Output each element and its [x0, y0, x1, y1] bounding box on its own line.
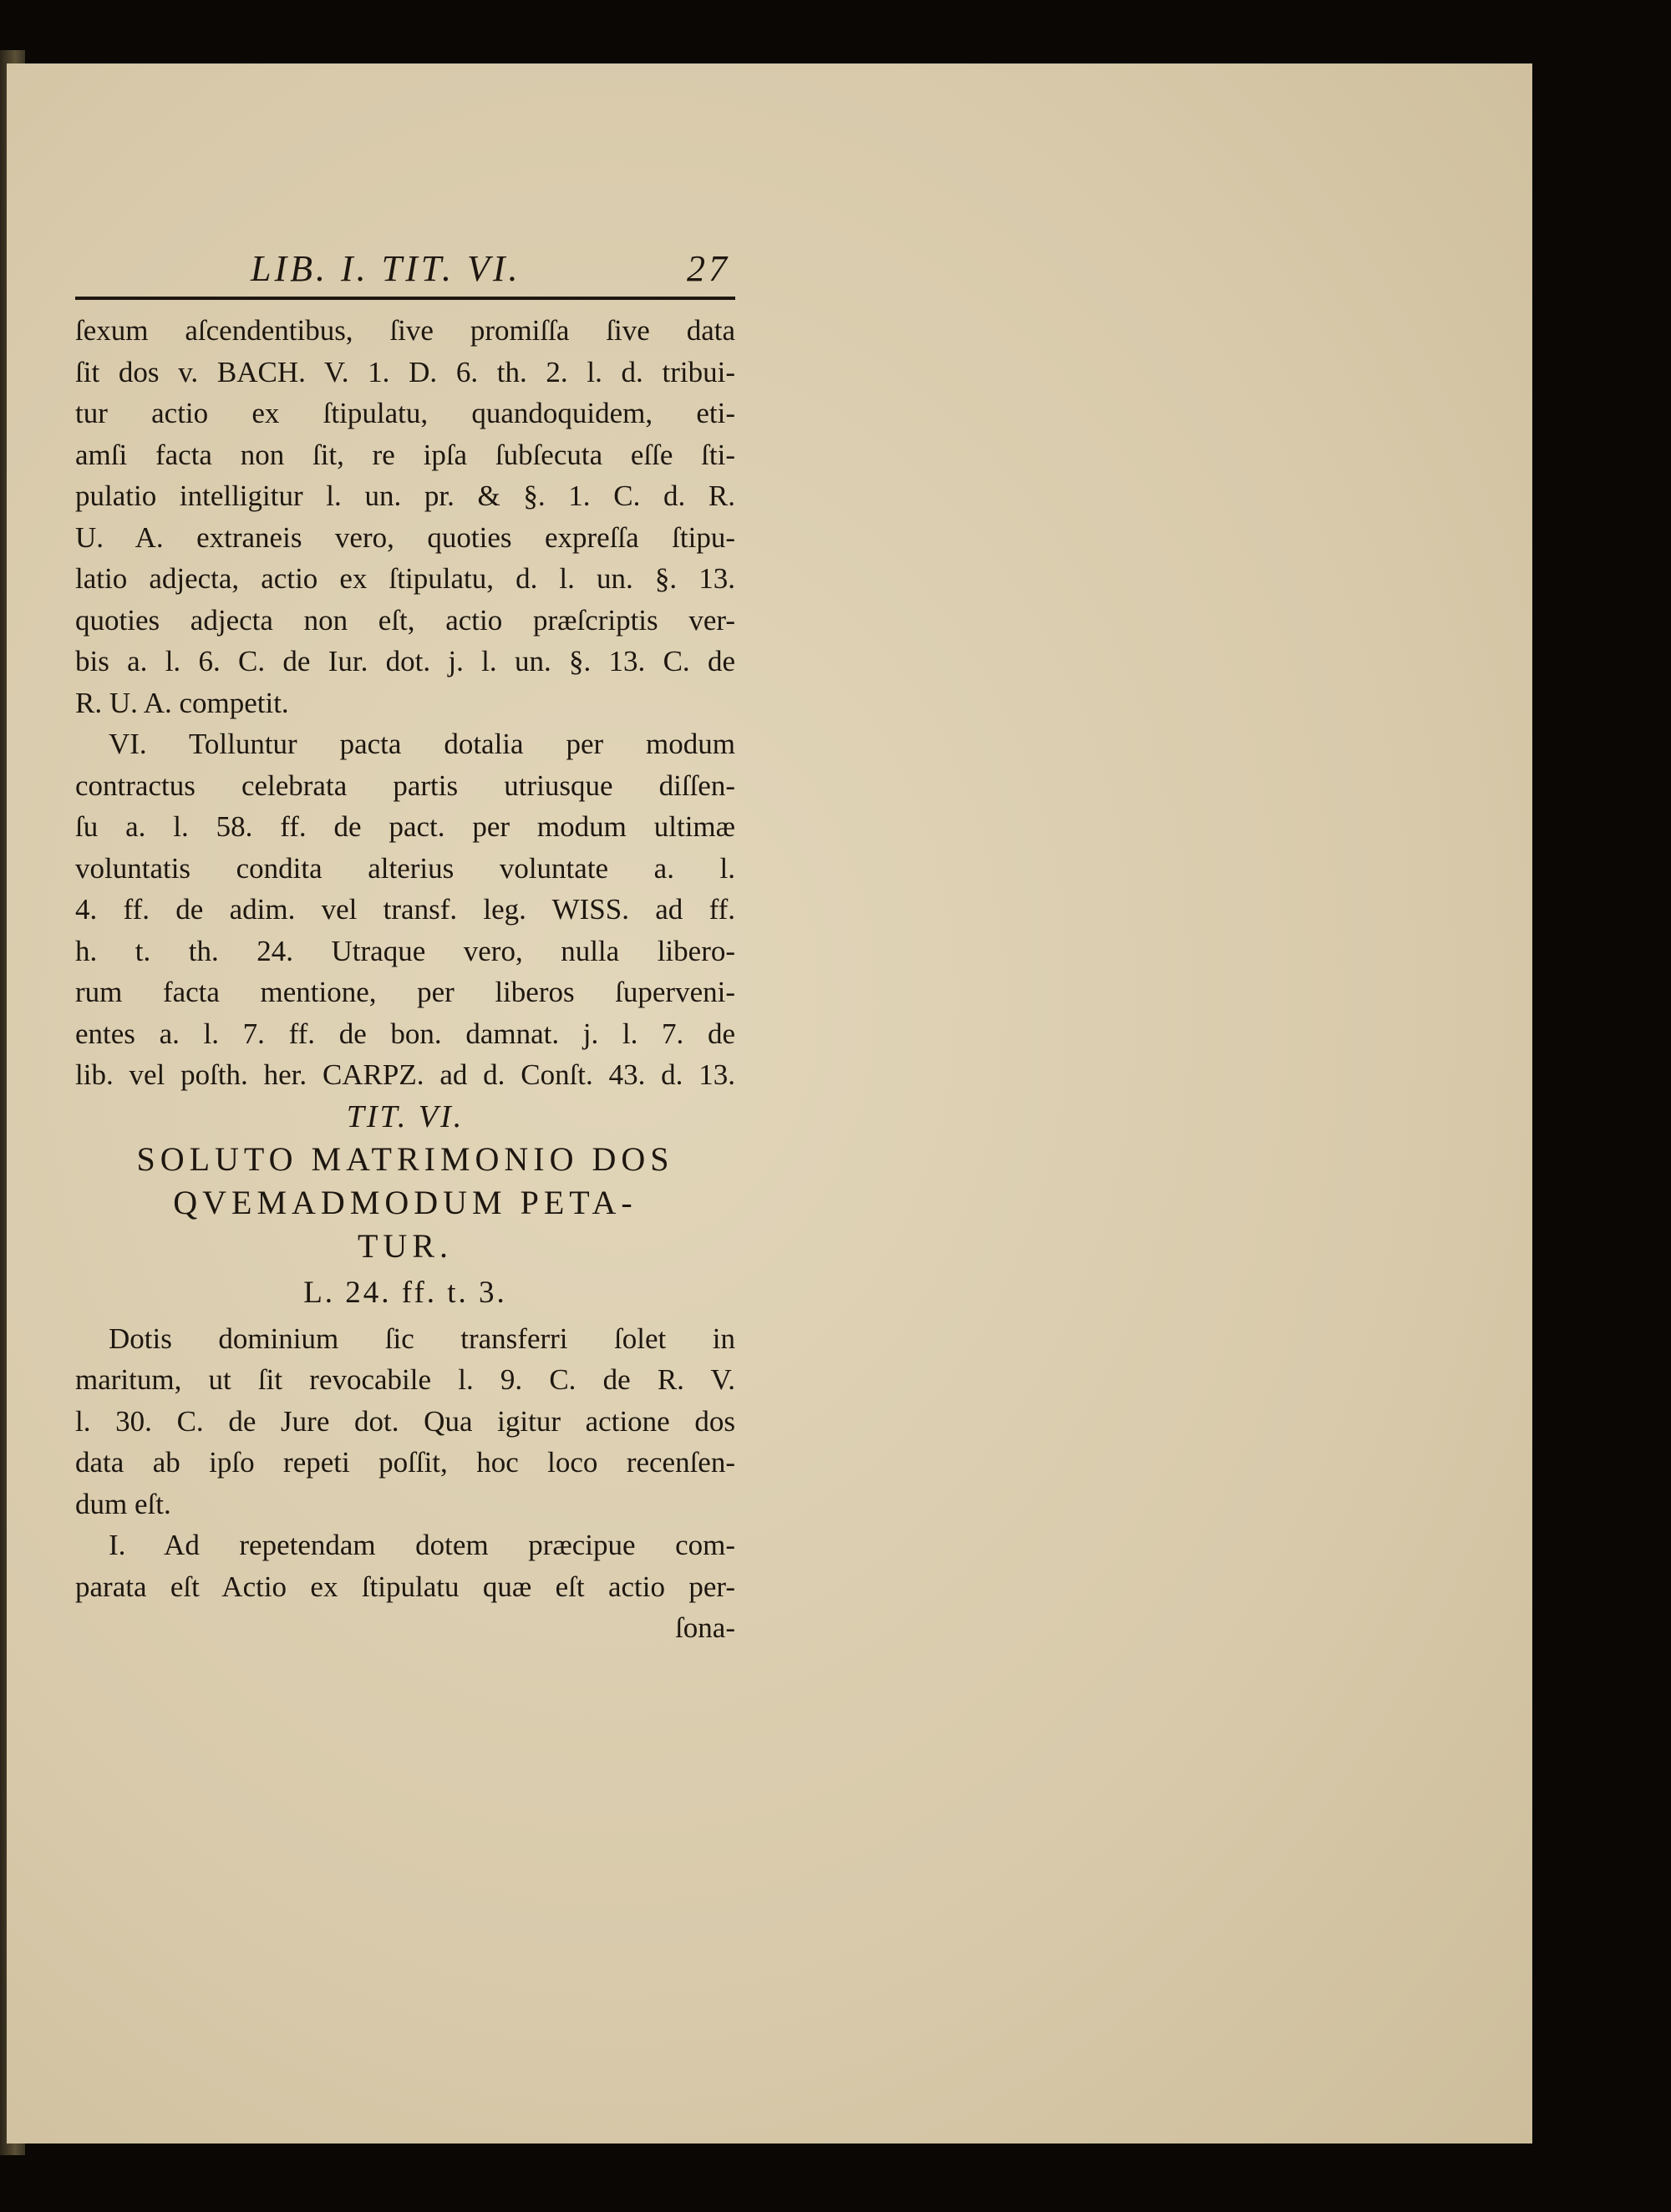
book-page [7, 63, 1532, 2144]
text-line: h. t. th. 24. Utraque vero, nulla libero- [75, 934, 735, 967]
text-line: VI. Tolluntur pacta dotalia per modum [109, 728, 735, 760]
page-number: 27 [687, 248, 730, 289]
paragraph-3 [75, 1318, 735, 1525]
text-line: maritum, ut ſit revocabile l. 9. C. de R. V. [75, 1363, 735, 1396]
text-line: voluntatis condita alterius voluntate a. l. [75, 851, 735, 885]
catchword: ſona- [675, 1611, 735, 1644]
text-block [75, 247, 735, 1649]
text-line: ſit dos v. BACH. V. 1. D. 6. th. 2. l. d. tribui- [75, 355, 735, 388]
text-line: pulatio intelligitur l. un. pr. & §. 1. C. d. R. [75, 479, 735, 512]
text-line: quoties adjecta non eſt, actio præſcriptis ver- [75, 603, 735, 637]
text-line: dum eſt. [75, 1487, 171, 1520]
paragraph-4 [75, 1525, 735, 1607]
text-line: contractus celebrata partis utriusque diſſen- [75, 769, 735, 802]
running-header [75, 247, 735, 290]
text-line: amſi facta non ſit, re ipſa ſubſecuta eſſe ſti- [75, 438, 735, 471]
header-rule [75, 297, 735, 300]
text-line: lib. vel poſth. her. CARPZ. ad d. Conſt. 43. d. 13. [75, 1058, 735, 1091]
text-line: bis a. l. 6. C. de Iur. dot. j. l. un. §. 13. C. de [75, 645, 735, 677]
title-heading: TIT. VI. [346, 1098, 465, 1134]
text-line: U. A. extraneis vero, quoties expreſſa ſtipu- [75, 520, 735, 554]
law-reference: L. 24. ff. t. 3. [303, 1275, 507, 1310]
text-line: latio adjecta, actio ex ſtipulatu, d. l. un. §. 13. [75, 562, 735, 595]
text-line: entes a. l. 7. ff. de bon. damnat. j. l. 7. de [75, 1017, 735, 1050]
text-line: R. U. A. competit. [75, 686, 289, 719]
section-title-line: SOLUTO MATRIMONIO DOS [136, 1139, 674, 1178]
section-title-line: QVEMADMODUM PETA- [173, 1183, 637, 1221]
text-line: tur actio ex ſtipulatu, quandoquidem, eti- [75, 397, 735, 429]
text-line: I. Ad repetendam dotem præcipue com- [109, 1529, 735, 1561]
text-line: data ab ipſo repeti poſſit, hoc loco recenſen- [75, 1446, 735, 1479]
text-line: Dotis dominium ſic transferri ſolet in [109, 1322, 735, 1355]
text-line: rum facta mentione, per liberos ſuperveni- [75, 976, 735, 1008]
text-line: 4. ff. de adim. vel transf. leg. WISS. ad ff. [75, 893, 735, 926]
paragraph-1 [75, 310, 735, 723]
text-line: parata eſt Actio ex ſtipulatu quæ eſt actio per- [75, 1570, 735, 1603]
paragraph-2 [75, 723, 735, 1096]
section-title-line: TUR. [358, 1226, 453, 1265]
running-title: LIB. I. TIT. VI. [251, 248, 521, 289]
text-line: ſexum aſcendentibus, ſive promiſſa ſive data [75, 314, 735, 347]
text-line: l. 30. C. de Jure dot. Qua igitur actione dos [75, 1404, 735, 1438]
text-line: ſu a. l. 58. ff. de pact. per modum ultimæ [75, 810, 735, 843]
